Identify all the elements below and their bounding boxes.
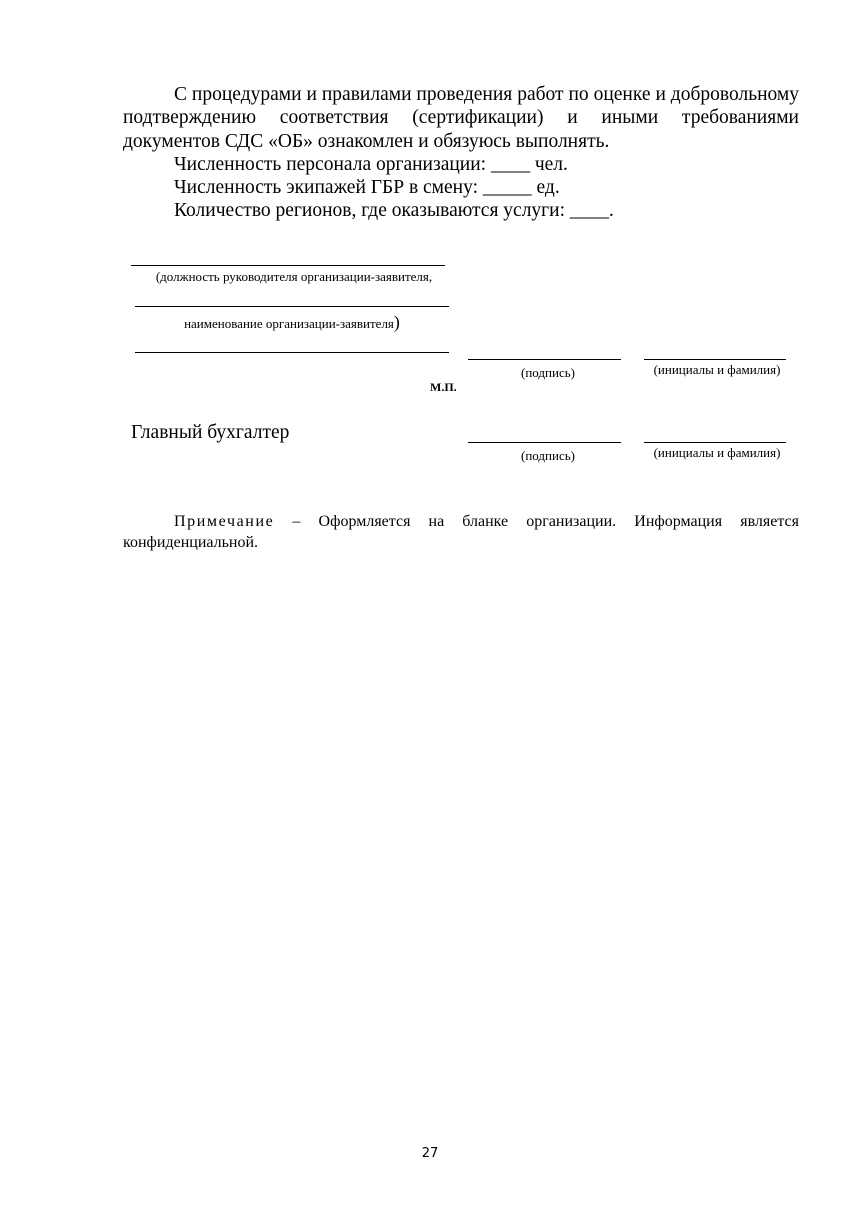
organization-extra-rule [135,352,449,353]
head-name-rule [644,359,786,360]
note-label: Примечание [174,513,275,530]
head-signature-rule [468,359,621,360]
note-text: – Оформляется на бланке организации. Информация является конфиденциальной. [123,513,799,551]
stamp-label: М.П. [430,380,457,394]
note-paragraph [123,511,799,553]
accountant-signature-rule [468,442,621,443]
head-position-rule [131,265,445,266]
accountant-signature-caption: (подпись) [521,448,575,463]
intro-paragraph: С процедурами и правилами проведения работ по оценке и добровольному подтверждению соответствия (сертификации) и иными требованиями документов СДС «ОБ» ознакомлен и обязуюсь выполнять. [123,84,799,152]
head-position-caption: (должность руководителя организации-заявителя, [155,269,433,284]
page-number: 27 [421,1146,439,1161]
chief-accountant-title: Главный бухгалтер [131,422,290,443]
organization-name-caption: наименование организации-заявителя) [184,312,400,332]
accountant-name-rule [644,442,786,443]
organization-name-rule [135,306,449,307]
crew-count-line: Численность экипажей ГБР в смену: _____ ед. [174,177,560,198]
head-name-caption: (инициалы и фамилия) [653,362,781,377]
head-signature-caption: (подпись) [521,365,575,380]
regions-count-line: Количество регионов, где оказываются услуги: ____. [174,200,614,221]
staff-count-line: Численность персонала организации: ____ чел. [174,154,568,175]
accountant-name-caption: (инициалы и фамилия) [653,445,781,460]
